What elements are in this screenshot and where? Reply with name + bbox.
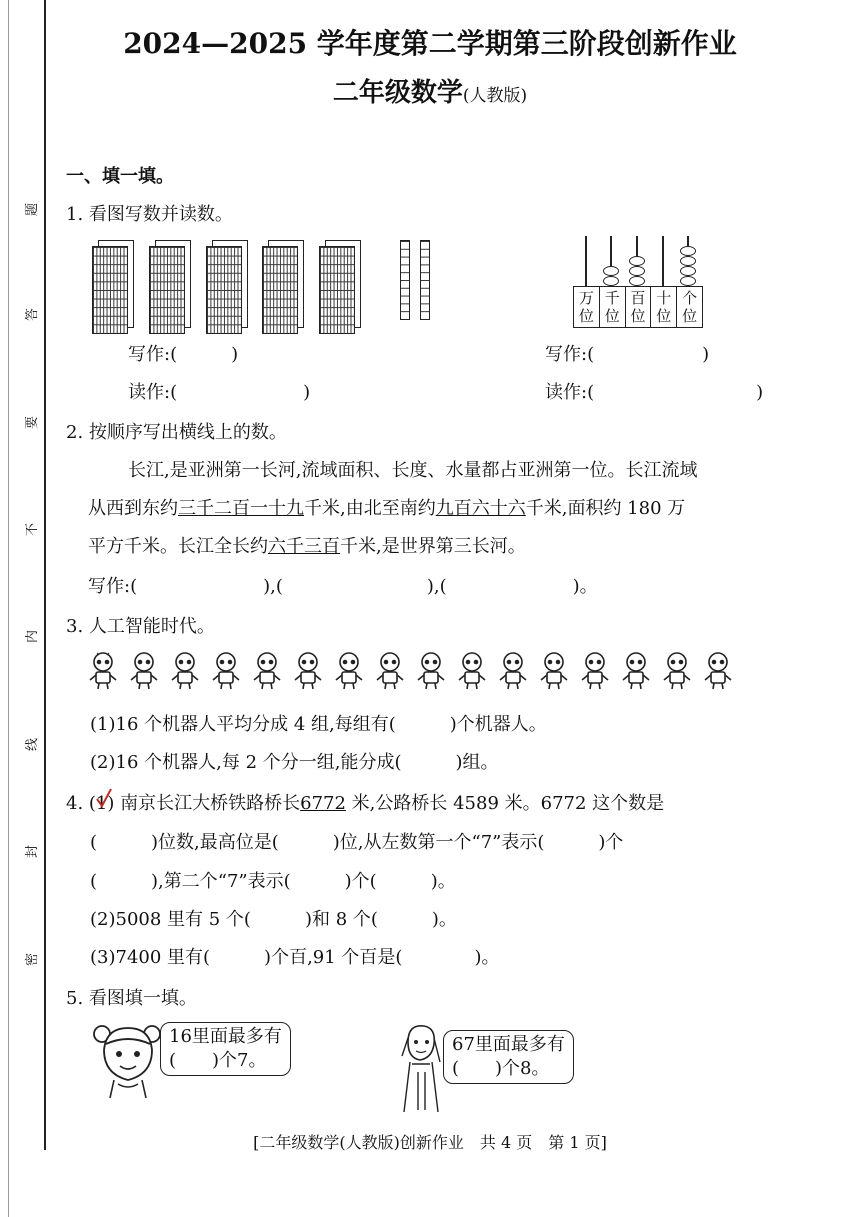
q2-answer[interactable]: 写作:( ),( ),( )。 xyxy=(88,576,598,597)
seal-line xyxy=(44,0,46,1150)
robot-icon xyxy=(621,652,651,690)
q4-line1 xyxy=(66,789,664,815)
abacus-bead xyxy=(680,266,696,276)
thousand-cube xyxy=(206,246,242,334)
abacus-rod xyxy=(662,236,664,287)
section-heading: 一、填一填。 xyxy=(66,166,174,187)
bubble-line: 16里面最多有 xyxy=(169,1026,282,1047)
q1-prompt: 1. 看图写数并读数。 xyxy=(66,204,233,225)
ten-rod xyxy=(400,240,410,320)
robot-icon xyxy=(703,652,733,690)
q2-text-line3 xyxy=(88,532,526,558)
seal-char: 线 xyxy=(25,737,41,752)
text: 千米,由北至南约 xyxy=(304,498,436,519)
bubble-answer[interactable]: ( )个7。 xyxy=(169,1050,267,1071)
q4-line3[interactable]: ( ),第二个“7”表示( )个( )。 xyxy=(90,871,456,892)
thousand-cube xyxy=(262,246,298,334)
abacus-bead xyxy=(629,256,645,266)
abacus-place-labels xyxy=(573,286,703,328)
abacus-bead xyxy=(603,266,619,276)
page-title: 2024—2025 学年度第二学期第三阶段创新作业 xyxy=(123,27,737,60)
robot-icon xyxy=(498,652,528,690)
q4-line2[interactable]: ( )位数,最高位是( )位,从左数第一个“7”表示( )个 xyxy=(90,832,624,853)
q3-sub1[interactable]: (1)16 个机器人平均分成 4 组,每组有( )个机器人。 xyxy=(90,714,547,735)
text: 米,公路桥长 4589 米。6772 这个数是 xyxy=(345,793,665,814)
subject-title: 二年级数学 xyxy=(332,78,463,108)
thousand-cube xyxy=(92,246,128,334)
underlined-number: 三千二百一十九 xyxy=(178,498,304,519)
robot-icon xyxy=(334,652,364,690)
text: 从西到东约 xyxy=(88,498,178,519)
robot-icon xyxy=(252,652,282,690)
place-label: 十位 xyxy=(651,287,677,327)
robot-icon xyxy=(129,652,159,690)
seal-char: 要 xyxy=(25,415,41,430)
q5-prompt: 5. 看图填一填。 xyxy=(66,988,197,1009)
robot-icon xyxy=(88,652,118,690)
robot-icon xyxy=(457,652,487,690)
place-label: 千位 xyxy=(600,287,626,327)
text: 千米,是世界第三长河。 xyxy=(340,536,526,557)
abacus-rod xyxy=(585,236,587,287)
q4-sub3[interactable]: (3)7400 里有( )个百,91 个百是( )。 xyxy=(90,947,500,968)
abacus-bead xyxy=(680,246,696,256)
place-label: 万位 xyxy=(574,287,600,327)
red-check-mark-icon xyxy=(94,786,114,810)
robot-icon xyxy=(416,652,446,690)
robot-icon xyxy=(580,652,610,690)
abacus-bead xyxy=(629,276,645,286)
q4-sub2[interactable]: (2)5008 里有 5 个( )和 8 个( )。 xyxy=(90,909,457,930)
q2-text-line2 xyxy=(88,494,685,520)
q2-text-line1: 长江,是亚洲第一长河,流域面积、长度、水量都占亚洲第一位。长江流域 xyxy=(128,460,698,481)
underlined-number: 九百六十六 xyxy=(435,498,526,519)
abacus-bead xyxy=(680,276,696,286)
man-illustration xyxy=(398,1022,444,1114)
bubble-line: 67里面最多有 xyxy=(452,1034,565,1055)
seal-char: 内 xyxy=(25,629,41,644)
q2-prompt: 2. 按顺序写出横线上的数。 xyxy=(66,422,287,443)
underlined-number: 六千三百 xyxy=(268,536,340,557)
speech-bubble-2 xyxy=(443,1030,574,1084)
page-subtitle xyxy=(0,72,860,109)
edition-label: (人教版) xyxy=(462,86,528,106)
text: 平方千米。长江全长约 xyxy=(88,536,268,557)
binding-edge xyxy=(8,0,9,1217)
girl-illustration xyxy=(92,1020,164,1100)
underlined-number: 6772 xyxy=(300,793,346,814)
abacus-figure xyxy=(573,236,703,328)
q3-prompt: 3. 人工智能时代。 xyxy=(66,616,215,637)
robot-icon xyxy=(539,652,569,690)
q1-left-read[interactable]: 读作:( ) xyxy=(128,382,311,403)
abacus-bead xyxy=(603,276,619,286)
robot-icon xyxy=(293,652,323,690)
thousand-cube xyxy=(319,246,355,334)
q1-right-write[interactable]: 写作:( ) xyxy=(545,344,710,365)
text: 千米,面积约 180 万 xyxy=(525,498,686,519)
robot-icon xyxy=(662,652,692,690)
place-label: 百位 xyxy=(626,287,652,327)
place-label: 个位 xyxy=(682,289,698,325)
robot-icon xyxy=(375,652,405,690)
q1-left-write[interactable]: 写作:( ) xyxy=(128,344,239,365)
page-footer: [二年级数学(人教版)创新作业 共 4 页 第 1 页] xyxy=(253,1133,607,1152)
bubble-answer[interactable]: ( )个8。 xyxy=(452,1058,550,1079)
seal-char: 答 xyxy=(25,307,41,322)
seal-char: 题 xyxy=(25,202,41,217)
thousand-cube xyxy=(149,246,185,334)
seal-char: 封 xyxy=(25,844,41,859)
text: 4. (1) 南京长江大桥铁路桥长 xyxy=(66,793,301,814)
ten-rod xyxy=(420,240,430,320)
seal-char: 不 xyxy=(25,522,41,537)
speech-bubble-1 xyxy=(160,1022,291,1076)
abacus-bead xyxy=(680,256,696,266)
seal-char: 密 xyxy=(25,952,41,967)
robot-icon xyxy=(170,652,200,690)
abacus-bead xyxy=(629,266,645,276)
q3-sub2[interactable]: (2)16 个机器人,每 2 个分一组,能分成( )组。 xyxy=(90,752,499,773)
q1-right-read[interactable]: 读作:( ) xyxy=(545,382,764,403)
robot-icon xyxy=(211,652,241,690)
